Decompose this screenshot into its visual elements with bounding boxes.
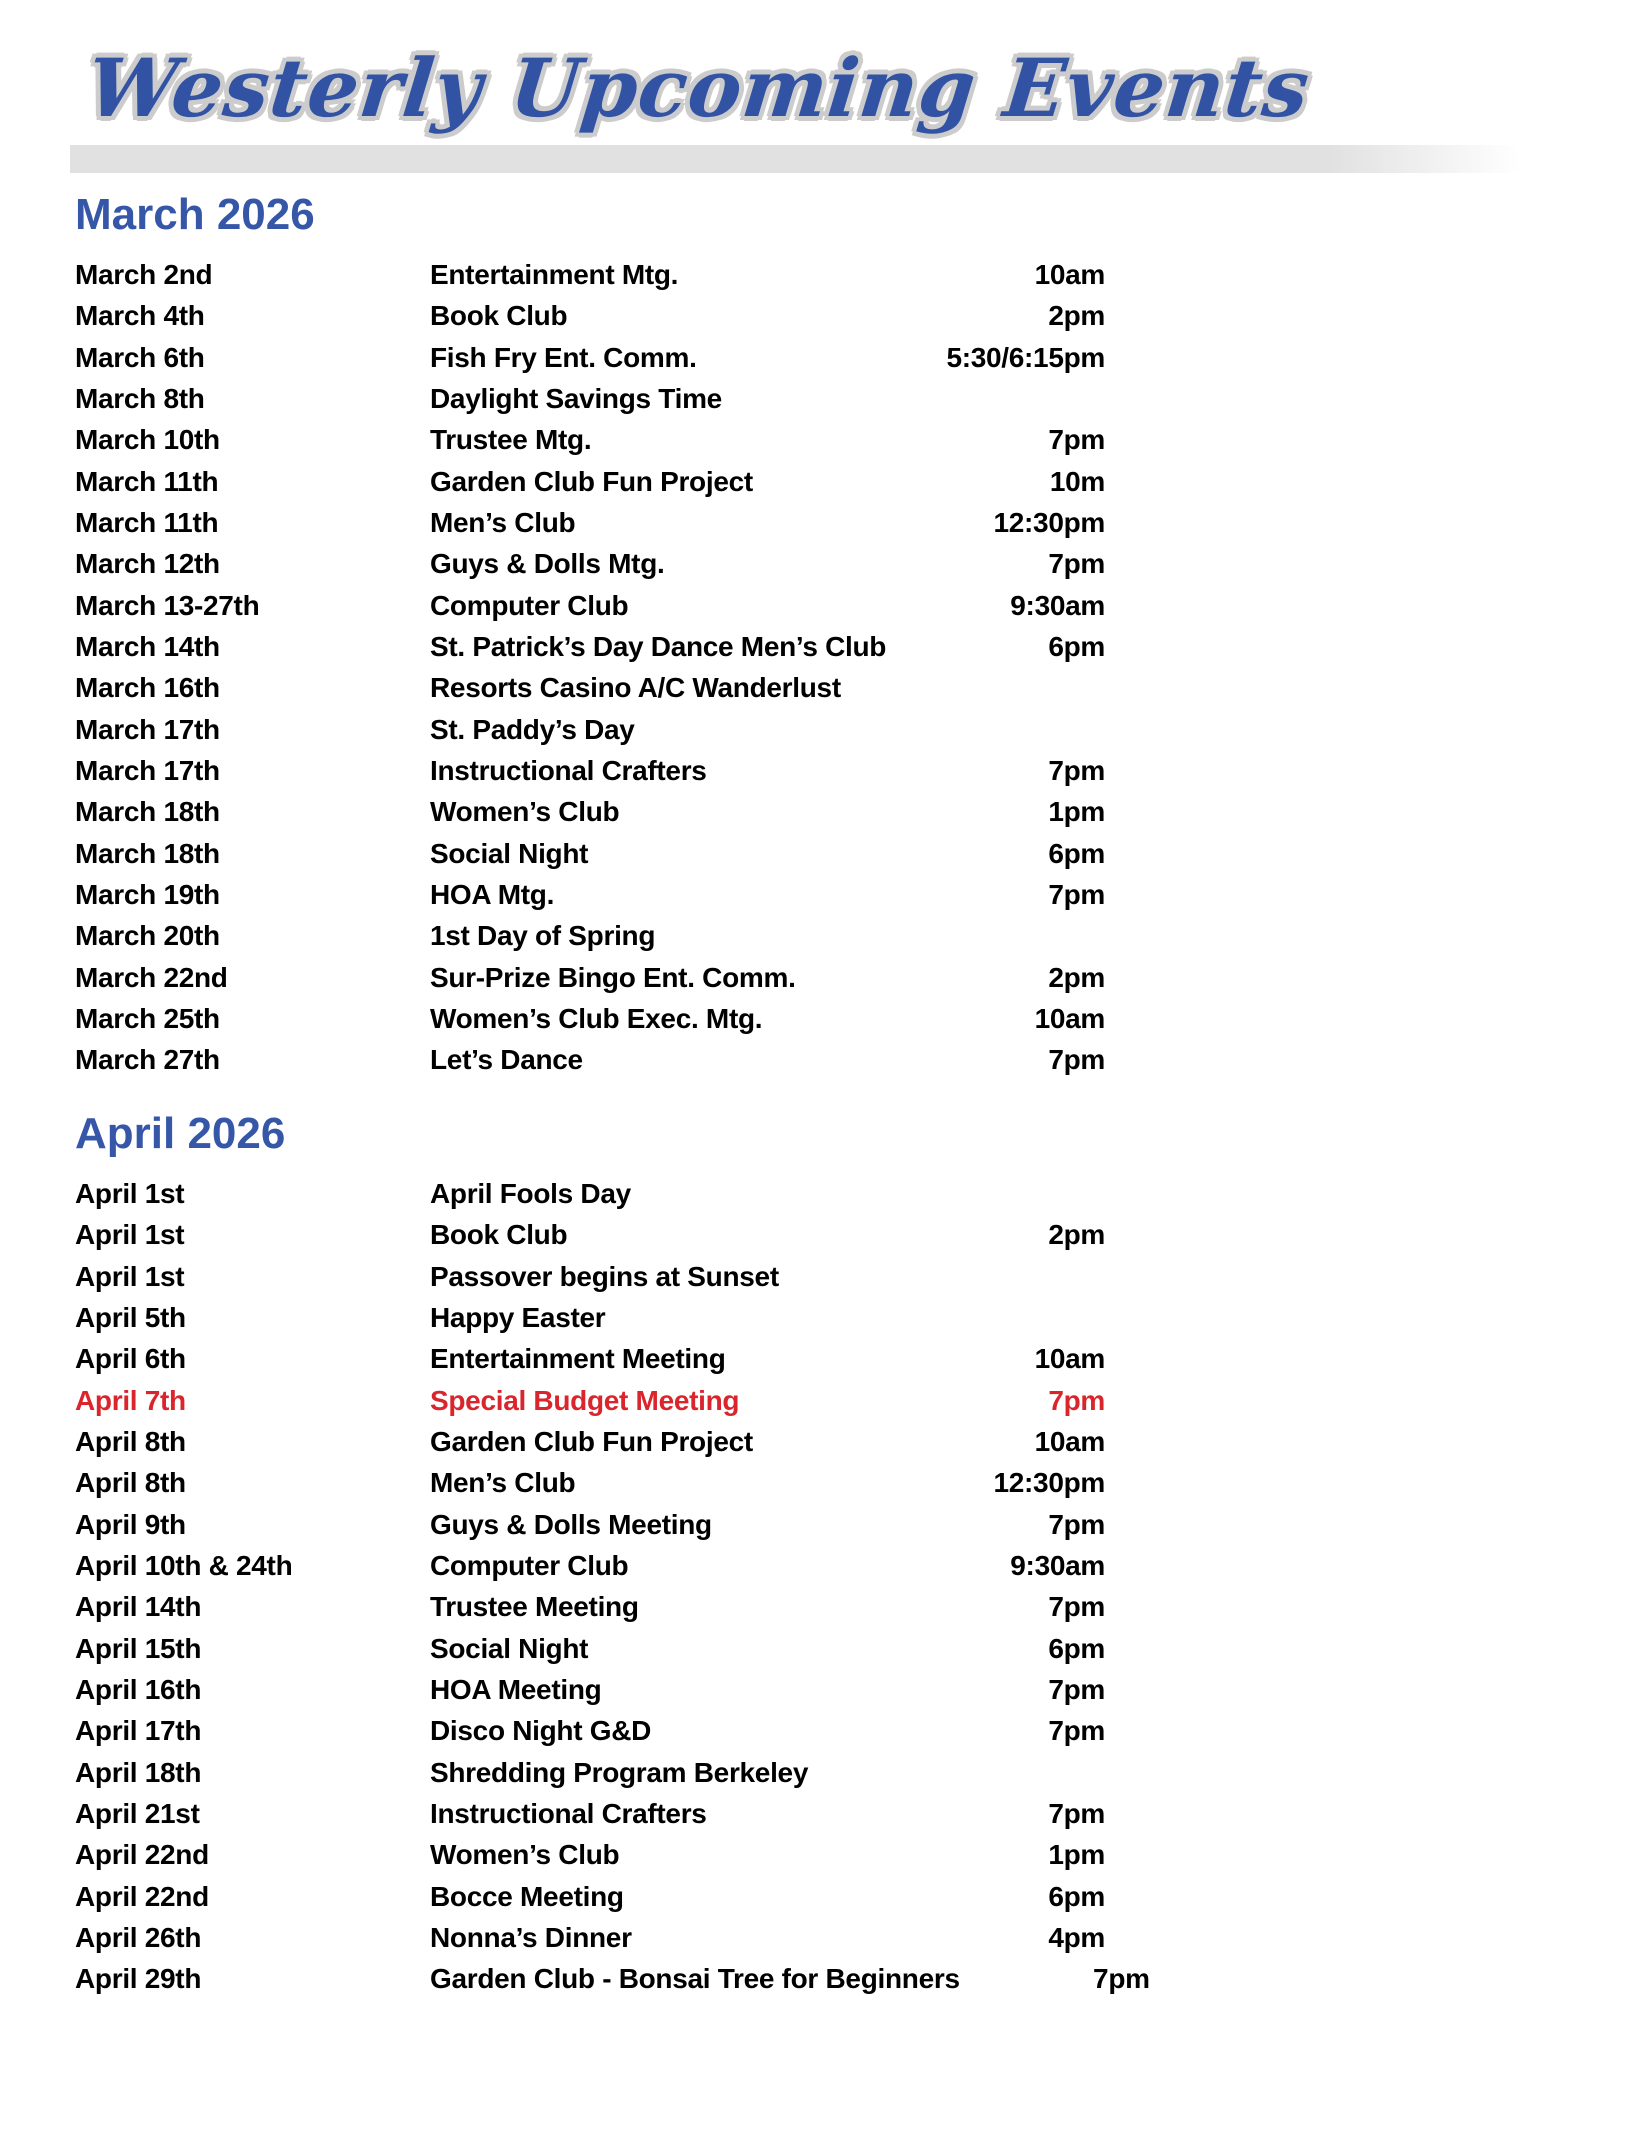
event-row (75, 1587, 1105, 1628)
event-name: Book Club (430, 300, 568, 332)
month-rows (75, 1173, 1150, 2000)
event-row (75, 1711, 1105, 1752)
event-date: March 6th (75, 341, 205, 373)
event-date: March 18th (75, 837, 220, 869)
event-date: March 11th (75, 506, 219, 538)
event-name: Book Club (430, 1219, 568, 1251)
event-time: 7pm (1048, 1044, 1105, 1076)
event-date: April 8th (75, 1425, 186, 1457)
event-name: Shredding Program Berkeley (430, 1756, 809, 1788)
event-name: St. Paddy’s Day (430, 713, 635, 745)
event-row (75, 1959, 1150, 2000)
event-name: Social Night (430, 1632, 589, 1664)
month-section (75, 192, 1105, 1081)
event-row (75, 874, 1105, 915)
event-time: 12:30pm (993, 506, 1105, 538)
event-date: March 17th (75, 713, 220, 745)
event-time: 7pm (1048, 754, 1105, 786)
event-row (75, 1876, 1105, 1917)
event-name: Happy Easter (430, 1301, 606, 1333)
event-time: 7pm (1048, 879, 1105, 911)
event-name: Garden Club - Bonsai Tree for Beginners (430, 1963, 960, 1995)
event-date: March 16th (75, 672, 220, 704)
event-row (75, 750, 1105, 791)
event-name: Sur-Prize Bingo Ent. Comm. (430, 961, 796, 993)
event-date: March 19th (75, 879, 220, 911)
event-date: April 21st (75, 1798, 200, 1830)
event-row (75, 420, 1105, 461)
event-name: Resorts Casino A/C Wanderlust (430, 672, 841, 704)
event-row (75, 1917, 1105, 1958)
event-date: March 17th (75, 754, 220, 786)
event-date: April 22nd (75, 1880, 209, 1912)
event-name: Men’s Club (430, 506, 576, 538)
event-date: April 9th (75, 1508, 186, 1540)
event-date: April 14th (75, 1591, 202, 1623)
event-date: March 22nd (75, 961, 228, 993)
event-time: 4pm (1048, 1922, 1105, 1954)
event-row (75, 833, 1105, 874)
event-date: March 12th (75, 548, 220, 580)
event-date: April 8th (75, 1467, 186, 1499)
event-row (75, 1463, 1105, 1504)
event-name: Women’s Club Exec. Mtg. (430, 1003, 763, 1035)
event-date: April 6th (75, 1343, 186, 1375)
event-name: Guys & Dolls Mtg. (430, 548, 665, 580)
event-time: 6pm (1048, 837, 1105, 869)
event-date: April 1st (75, 1260, 185, 1292)
event-name: HOA Mtg. (430, 879, 555, 911)
event-time: 1pm (1048, 796, 1105, 828)
event-date: March 18th (75, 796, 220, 828)
event-row (75, 668, 1105, 709)
event-name: Computer Club (430, 589, 629, 621)
event-time: 6pm (1048, 1880, 1105, 1912)
event-name: Trustee Meeting (430, 1591, 639, 1623)
event-name: Special Budget Meeting (430, 1384, 740, 1416)
event-time: 7pm (1048, 1591, 1105, 1623)
event-date: March 13-27th (75, 589, 260, 621)
event-date: March 25th (75, 1003, 220, 1035)
event-date: April 22nd (75, 1839, 209, 1871)
event-name: Women’s Club (430, 1839, 620, 1871)
event-name: Social Night (430, 837, 589, 869)
event-row (75, 916, 1105, 957)
event-row (75, 1297, 1105, 1338)
event-row (75, 502, 1105, 543)
event-name: St. Patrick’s Day Dance Men’s Club (430, 630, 887, 662)
month-heading: April 2026 (75, 1109, 286, 1159)
event-name: 1st Day of Spring (430, 920, 656, 952)
event-date: March 4th (75, 300, 205, 332)
event-time: 10am (1034, 1003, 1105, 1035)
event-time: 1pm (1048, 1839, 1105, 1871)
event-row (75, 626, 1105, 667)
event-row (75, 544, 1105, 585)
event-time: 7pm (1048, 1384, 1105, 1416)
month-heading: March 2026 (75, 190, 315, 239)
event-name: Let’s Dance (430, 1044, 583, 1076)
event-date: April 18th (75, 1756, 202, 1788)
event-row (75, 1421, 1105, 1462)
event-date: March 2nd (75, 258, 213, 290)
event-time: 7pm (1048, 548, 1105, 580)
event-row (75, 1545, 1105, 1586)
event-name: Men’s Club (430, 1467, 576, 1499)
event-row (75, 585, 1105, 626)
event-time: 7pm (1093, 1963, 1150, 1995)
event-time: 7pm (1048, 1674, 1105, 1706)
event-name: HOA Meeting (430, 1674, 602, 1706)
event-row (75, 1504, 1105, 1545)
event-name: Entertainment Meeting (430, 1343, 726, 1375)
page-title: Westerly Upcoming Events (83, 41, 1315, 135)
event-name: Garden Club Fun Project (430, 1425, 753, 1457)
event-time: 5:30/6:15pm (946, 341, 1105, 373)
event-date: April 1st (75, 1177, 185, 1209)
event-time: 12:30pm (993, 1467, 1105, 1499)
event-date: April 10th & 24th (75, 1550, 293, 1582)
month-rows (75, 254, 1105, 1081)
event-row (75, 1669, 1105, 1710)
event-time: 6pm (1048, 1632, 1105, 1664)
event-date: April 15th (75, 1632, 202, 1664)
event-time: 9:30am (1010, 589, 1105, 621)
event-name: Women’s Club (430, 796, 620, 828)
event-time: 10am (1034, 1425, 1105, 1457)
month-section (75, 1109, 1150, 2000)
event-time: 10m (1049, 465, 1105, 497)
event-name: Nonna’s Dinner (430, 1922, 632, 1954)
event-time: 7pm (1048, 1715, 1105, 1747)
event-date: April 16th (75, 1674, 202, 1706)
event-row (75, 337, 1105, 378)
event-row (75, 709, 1105, 750)
event-time: 10am (1034, 258, 1105, 290)
event-name: Daylight Savings Time (430, 382, 722, 414)
event-row (75, 1380, 1105, 1421)
event-date: March 14th (75, 630, 220, 662)
event-name: Fish Fry Ent. Comm. (430, 341, 697, 373)
event-name: Instructional Crafters (430, 754, 707, 786)
event-time: 2pm (1048, 300, 1105, 332)
event-row (75, 1628, 1105, 1669)
event-date: March 20th (75, 920, 220, 952)
event-row (75, 792, 1105, 833)
event-date: April 1st (75, 1219, 185, 1251)
event-time: 9:30am (1010, 1550, 1105, 1582)
event-date: April 29th (75, 1963, 202, 1995)
event-row (75, 957, 1105, 998)
event-name: Passover begins at Sunset (430, 1260, 779, 1292)
event-name: April Fools Day (430, 1177, 631, 1209)
event-date: April 5th (75, 1301, 186, 1333)
event-name: Garden Club Fun Project (430, 465, 753, 497)
event-time: 6pm (1048, 630, 1105, 662)
event-date: March 10th (75, 424, 220, 456)
event-row (75, 1040, 1105, 1081)
event-date: April 26th (75, 1922, 202, 1954)
event-row (75, 1793, 1105, 1834)
event-time: 7pm (1048, 1508, 1105, 1540)
event-name: Disco Night G&D (430, 1715, 652, 1747)
event-row (75, 378, 1105, 419)
event-time: 7pm (1048, 1798, 1105, 1830)
event-date: April 17th (75, 1715, 202, 1747)
event-name: Computer Club (430, 1550, 629, 1582)
event-row (75, 254, 1105, 295)
event-row (75, 296, 1105, 337)
event-date: March 27th (75, 1044, 220, 1076)
event-name: Instructional Crafters (430, 1798, 707, 1830)
event-row (75, 1256, 1105, 1297)
event-date: March 11th (75, 465, 219, 497)
event-name: Guys & Dolls Meeting (430, 1508, 712, 1540)
event-row (75, 1835, 1105, 1876)
event-row (75, 1752, 1105, 1793)
event-row (75, 998, 1105, 1039)
event-time: 7pm (1048, 424, 1105, 456)
event-row (75, 1339, 1105, 1380)
event-time: 2pm (1048, 961, 1105, 993)
event-name: Trustee Mtg. (430, 424, 592, 456)
event-name: Bocce Meeting (430, 1880, 624, 1912)
event-row (75, 461, 1105, 502)
event-date: April 7th (75, 1384, 186, 1416)
event-time: 10am (1034, 1343, 1105, 1375)
event-name: Entertainment Mtg. (430, 258, 679, 290)
event-row (75, 1215, 1105, 1256)
event-date: March 8th (75, 382, 205, 414)
event-time: 2pm (1048, 1219, 1105, 1251)
event-row (75, 1173, 1105, 1214)
